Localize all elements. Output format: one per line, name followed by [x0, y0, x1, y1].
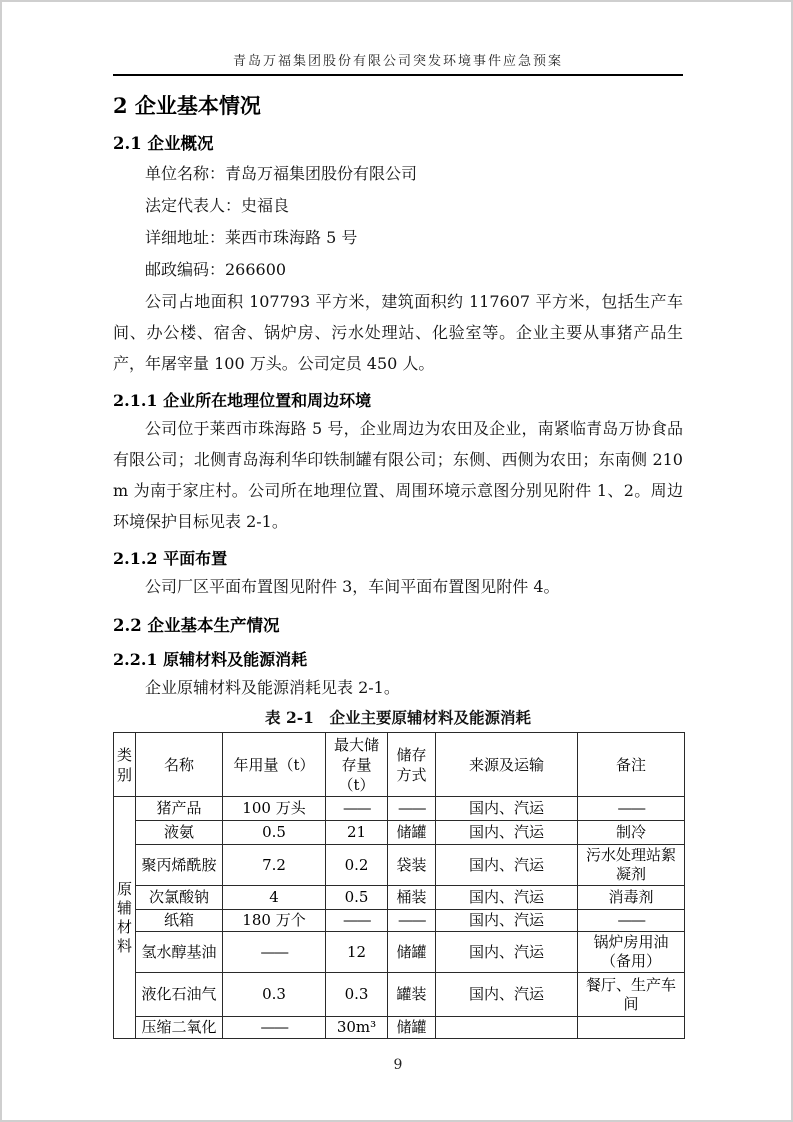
paragraph-materials: 企业原辅材料及能源消耗见表 2-1。: [145, 678, 400, 697]
table-row: [114, 1017, 685, 1039]
cell-annual-usage: 0.3: [223, 973, 326, 1017]
cell-storage-method: 储罐: [388, 1017, 436, 1039]
cell-name: 液化石油气: [136, 973, 223, 1017]
cell-remark: 锅炉房用油（备用）: [578, 932, 685, 973]
running-header-title: 青岛万福集团股份有限公司突发环境事件应急预案: [232, 54, 563, 69]
cell-remark: ——: [578, 910, 685, 932]
subsection-heading-materials: 2.2.1 原辅材料及能源消耗: [113, 650, 308, 669]
info-postcode: 邮政编码：266600: [145, 260, 287, 279]
cell-remark: [578, 1017, 685, 1039]
cell-annual-usage: 100 万头: [223, 797, 326, 821]
materials-table: [113, 732, 685, 1039]
cell-max-storage: 0.3: [326, 973, 388, 1017]
col-header-max-storage: 最大储存量（t）: [326, 733, 388, 797]
cell-storage-method: 储罐: [388, 821, 436, 845]
cell-source-transport: 国内、汽运: [436, 821, 578, 845]
cell-remark: ——: [578, 797, 685, 821]
col-header-name: 名称: [136, 733, 223, 797]
cell-annual-usage: 180 万个: [223, 910, 326, 932]
cell-storage-method: 罐装: [388, 973, 436, 1017]
cell-max-storage: 30m³: [326, 1017, 388, 1039]
category-cell: 原辅材料: [114, 797, 136, 1039]
paragraph-company-overview: 公司占地面积 107793 平方米，建筑面积约 117607 平方米，包括生产车间、办公楼、宿舍、锅炉房、污水处理站、化验室等。企业主要从事猪产品生产，年屠宰量 100 万头。公司定员 450 人。: [113, 292, 683, 373]
cell-annual-usage: 4: [223, 886, 326, 910]
table-row: [114, 886, 685, 910]
section-heading-overview: 2.1 企业概况: [113, 134, 214, 153]
col-header-storage-method: 储存方式: [388, 733, 436, 797]
info-unit-name: 单位名称：青岛万福集团股份有限公司: [145, 164, 418, 183]
cell-max-storage: ——: [326, 910, 388, 932]
cell-storage-method: ——: [388, 797, 436, 821]
paragraph-layout: 公司厂区平面布置图见附件 3，车间平面布置图见附件 4。: [145, 577, 560, 596]
cell-max-storage: 12: [326, 932, 388, 973]
cell-name: 氢水醇基油: [136, 932, 223, 973]
table-row: [114, 797, 685, 821]
cell-source-transport: 国内、汽运: [436, 910, 578, 932]
info-legal-rep: 法定代表人：史福良: [145, 196, 290, 215]
table-header-row: [114, 733, 685, 797]
cell-source-transport: 国内、汽运: [436, 932, 578, 973]
cell-max-storage: 21: [326, 821, 388, 845]
running-header: [113, 2, 683, 76]
page-content: [113, 2, 683, 1073]
table-row: [114, 910, 685, 932]
cell-source-transport: [436, 1017, 578, 1039]
header-rule: [113, 74, 683, 76]
cell-source-transport: 国内、汽运: [436, 973, 578, 1017]
cell-max-storage: 0.2: [326, 845, 388, 886]
table-row: [114, 973, 685, 1017]
company-info-list: [113, 158, 683, 286]
table-row: [114, 932, 685, 973]
cell-max-storage: 0.5: [326, 886, 388, 910]
cell-source-transport: 国内、汽运: [436, 845, 578, 886]
cell-remark: 制冷: [578, 821, 685, 845]
col-header-category: 类别: [114, 733, 136, 797]
table-row: [114, 845, 685, 886]
cell-name: 猪产品: [136, 797, 223, 821]
col-header-annual-usage: 年用量（t）: [223, 733, 326, 797]
paragraph-location: 公司位于莱西市珠海路 5 号，企业周边为农田及企业，南紧临青岛万协食品有限公司；北侧青岛海利华印铁制罐有限公司；东侧、西侧为农田；东南侧 210 m 为南于家庄村。公司所在地理位置、周围环境示意图分别见附件 1、2。周边环境保护目标见表 2-1。: [113, 419, 683, 531]
col-header-source-transport: 来源及运输: [436, 733, 578, 797]
cell-storage-method: 桶装: [388, 886, 436, 910]
table-title: 表 2-1 企业主要原辅材料及能源消耗: [265, 708, 531, 727]
cell-source-transport: 国内、汽运: [436, 886, 578, 910]
cell-name: 纸箱: [136, 910, 223, 932]
cell-remark: 污水处理站絮凝剂: [578, 845, 685, 886]
section-heading-production: 2.2 企业基本生产情况: [113, 616, 280, 635]
cell-storage-method: 袋装: [388, 845, 436, 886]
cell-remark: 餐厅、生产车间: [578, 973, 685, 1017]
subsection-heading-layout: 2.1.2 平面布置: [113, 549, 228, 568]
cell-storage-method: 储罐: [388, 932, 436, 973]
cell-annual-usage: 7.2: [223, 845, 326, 886]
chapter-heading: 2 企业基本情况: [113, 93, 261, 118]
col-header-remark: 备注: [578, 733, 685, 797]
cell-annual-usage: ——: [223, 932, 326, 973]
cell-annual-usage: 0.5: [223, 821, 326, 845]
cell-name: 次氯酸钠: [136, 886, 223, 910]
cell-source-transport: 国内、汽运: [436, 797, 578, 821]
cell-name: 液氨: [136, 821, 223, 845]
info-address: 详细地址：莱西市珠海路 5 号: [145, 228, 358, 247]
cell-annual-usage: ——: [223, 1017, 326, 1039]
cell-name: 聚丙烯酰胺: [136, 845, 223, 886]
cell-name: 压缩二氧化: [136, 1017, 223, 1039]
cell-max-storage: ——: [326, 797, 388, 821]
subsection-heading-location: 2.1.1 企业所在地理位置和周边环境: [113, 391, 372, 410]
table-row: [114, 821, 685, 845]
page-number: 9: [393, 1057, 403, 1073]
cell-remark: 消毒剂: [578, 886, 685, 910]
cell-storage-method: ——: [388, 910, 436, 932]
